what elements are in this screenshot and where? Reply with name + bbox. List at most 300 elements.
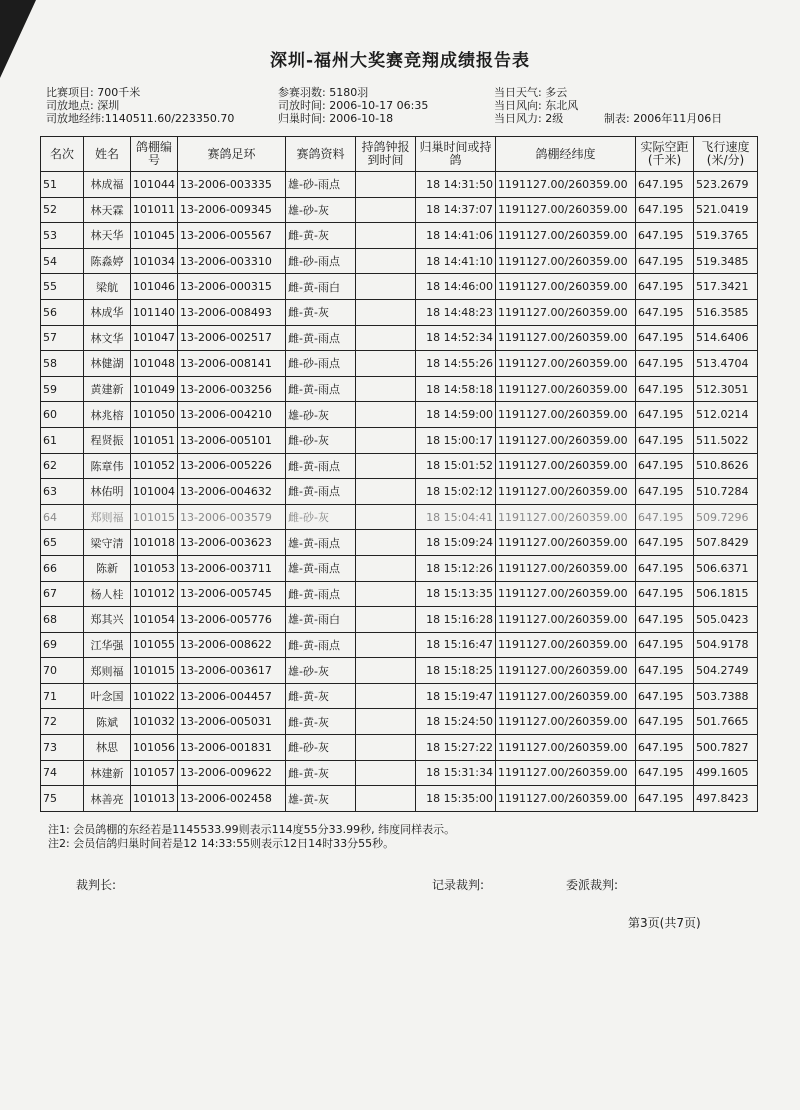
table-header-row <box>41 137 758 172</box>
cell-clock-time <box>356 172 416 198</box>
cell-name: 林成福 <box>84 172 131 198</box>
cell-clock-time <box>356 735 416 761</box>
cell-pigeon-info: 雄-砂-雨点 <box>286 172 356 198</box>
return-time-label: 归巢时间: 2006-10-18 <box>278 112 394 125</box>
record-referee-label: 记录裁判: <box>432 878 485 892</box>
cell-pigeon-info: 雌-砂-雨点 <box>286 248 356 274</box>
cell-rank: 73 <box>41 735 84 761</box>
cell-ring: 13-2006-004632 <box>178 479 286 505</box>
cell-return-time: 18 14:48:23 <box>416 299 496 325</box>
cell-clock-time <box>356 274 416 300</box>
cell-ring: 13-2006-003335 <box>178 172 286 198</box>
cell-loft-id: 101053 <box>131 555 178 581</box>
cell-pigeon-info: 雌-黄-灰 <box>286 683 356 709</box>
cell-loft-id: 101054 <box>131 607 178 633</box>
cell-ring: 13-2006-005745 <box>178 581 286 607</box>
cell-rank: 52 <box>41 197 84 223</box>
cell-return-time: 18 15:04:41 <box>416 504 496 530</box>
cell-distance: 647.195 <box>636 607 694 633</box>
cell-pigeon-info: 雄-黄-灰 <box>286 786 356 812</box>
cell-name: 程贤振 <box>84 427 131 453</box>
cell-speed: 512.0214 <box>694 402 758 428</box>
cell-loft-id: 101018 <box>131 530 178 556</box>
cell-distance: 647.195 <box>636 299 694 325</box>
wind-direction-label: 当日风向: 东北风 <box>494 99 579 112</box>
cell-pigeon-info: 雄-黄-雨点 <box>286 530 356 556</box>
cell-loft-id: 101032 <box>131 709 178 735</box>
cell-rank: 70 <box>41 658 84 684</box>
event-label: 比赛项目: 700千米 <box>46 86 141 99</box>
footnote-2: 注2: 会员信鸽归巢时间若是12 14:33:55则表示12日14时33分55秒。 <box>48 837 395 850</box>
cell-ring: 13-2006-008622 <box>178 632 286 658</box>
header-loft-id: 鸽棚编号 <box>131 137 178 172</box>
cell-ring: 13-2006-008493 <box>178 299 286 325</box>
cell-distance: 647.195 <box>636 658 694 684</box>
cell-speed: 504.9178 <box>694 632 758 658</box>
cell-distance: 647.195 <box>636 504 694 530</box>
cell-pigeon-info: 雌-黄-雨点 <box>286 581 356 607</box>
cell-speed: 514.6406 <box>694 325 758 351</box>
cell-coords: 1191127.00/260359.00 <box>496 530 636 556</box>
cell-loft-id: 101013 <box>131 786 178 812</box>
cell-pigeon-info: 雌-黄-雨点 <box>286 453 356 479</box>
cell-name: 林成华 <box>84 299 131 325</box>
table-row <box>41 530 758 556</box>
cell-rank: 74 <box>41 760 84 786</box>
cell-ring: 13-2006-000315 <box>178 274 286 300</box>
cell-loft-id: 101047 <box>131 325 178 351</box>
cell-pigeon-info: 雌-黄-雨白 <box>286 274 356 300</box>
cell-coords: 1191127.00/260359.00 <box>496 402 636 428</box>
cell-speed: 499.1605 <box>694 760 758 786</box>
cell-distance: 647.195 <box>636 223 694 249</box>
cell-clock-time <box>356 530 416 556</box>
cell-ring: 13-2006-002458 <box>178 786 286 812</box>
cell-distance: 647.195 <box>636 453 694 479</box>
cell-ring: 13-2006-009345 <box>178 197 286 223</box>
cell-name: 郑则福 <box>84 504 131 530</box>
cell-name: 郑其兴 <box>84 607 131 633</box>
cell-return-time: 18 15:01:52 <box>416 453 496 479</box>
cell-speed: 511.5022 <box>694 427 758 453</box>
cell-name: 林善亮 <box>84 786 131 812</box>
cell-speed: 519.3485 <box>694 248 758 274</box>
cell-speed: 519.3765 <box>694 223 758 249</box>
cell-speed: 506.6371 <box>694 555 758 581</box>
cell-name: 林天霖 <box>84 197 131 223</box>
cell-pigeon-info: 雌-砂-灰 <box>286 735 356 761</box>
header-speed: 飞行速度(米/分) <box>694 137 758 172</box>
cell-ring: 13-2006-003617 <box>178 658 286 684</box>
table-body <box>41 172 758 812</box>
cell-return-time: 18 15:16:28 <box>416 607 496 633</box>
cell-rank: 60 <box>41 402 84 428</box>
cell-coords: 1191127.00/260359.00 <box>496 299 636 325</box>
cell-name: 陈章伟 <box>84 453 131 479</box>
wind-force-label: 当日风力: 2级 <box>494 112 564 125</box>
race-info-row <box>46 99 766 112</box>
cell-rank: 61 <box>41 427 84 453</box>
cell-ring: 13-2006-003256 <box>178 376 286 402</box>
cell-loft-id: 101048 <box>131 351 178 377</box>
cell-loft-id: 101051 <box>131 427 178 453</box>
release-coords-label: 司放地经纬:1140511.60/223350.70 <box>46 112 235 125</box>
cell-distance: 647.195 <box>636 735 694 761</box>
cell-name: 梁守清 <box>84 530 131 556</box>
cell-ring: 13-2006-002517 <box>178 325 286 351</box>
cell-speed: 497.8423 <box>694 786 758 812</box>
cell-coords: 1191127.00/260359.00 <box>496 581 636 607</box>
cell-coords: 1191127.00/260359.00 <box>496 325 636 351</box>
cell-return-time: 18 15:35:00 <box>416 786 496 812</box>
table-row <box>41 760 758 786</box>
cell-ring: 13-2006-005031 <box>178 709 286 735</box>
cell-clock-time <box>356 427 416 453</box>
cell-rank: 51 <box>41 172 84 198</box>
cell-rank: 69 <box>41 632 84 658</box>
cell-return-time: 18 15:18:25 <box>416 658 496 684</box>
cell-coords: 1191127.00/260359.00 <box>496 658 636 684</box>
cell-pigeon-info: 雌-砂-灰 <box>286 427 356 453</box>
cell-coords: 1191127.00/260359.00 <box>496 197 636 223</box>
cell-coords: 1191127.00/260359.00 <box>496 453 636 479</box>
cell-clock-time <box>356 607 416 633</box>
cell-return-time: 18 15:31:34 <box>416 760 496 786</box>
cell-distance: 647.195 <box>636 555 694 581</box>
cell-return-time: 18 15:16:47 <box>416 632 496 658</box>
cell-return-time: 18 14:31:50 <box>416 172 496 198</box>
cell-distance: 647.195 <box>636 530 694 556</box>
cell-rank: 59 <box>41 376 84 402</box>
cell-loft-id: 101012 <box>131 581 178 607</box>
cell-clock-time <box>356 248 416 274</box>
table-row <box>41 453 758 479</box>
cell-speed: 521.0419 <box>694 197 758 223</box>
table-row <box>41 402 758 428</box>
made-date-label: 制表: 2006年11月06日 <box>604 112 723 125</box>
cell-clock-time <box>356 376 416 402</box>
cell-return-time: 18 15:13:35 <box>416 581 496 607</box>
cell-return-time: 18 15:12:26 <box>416 555 496 581</box>
cell-loft-id: 101015 <box>131 504 178 530</box>
header-clock-time: 持鸽钟报到时间 <box>356 137 416 172</box>
header-return-time: 归巢时间或持鸽 <box>416 137 496 172</box>
cell-clock-time <box>356 555 416 581</box>
cell-speed: 510.7284 <box>694 479 758 505</box>
table-row <box>41 299 758 325</box>
table-row <box>41 709 758 735</box>
cell-distance: 647.195 <box>636 376 694 402</box>
cell-pigeon-info: 雄-砂-灰 <box>286 658 356 684</box>
cell-clock-time <box>356 683 416 709</box>
cell-loft-id: 101011 <box>131 197 178 223</box>
cell-distance: 647.195 <box>636 683 694 709</box>
cell-return-time: 18 15:24:50 <box>416 709 496 735</box>
table-row <box>41 786 758 812</box>
cell-coords: 1191127.00/260359.00 <box>496 735 636 761</box>
table-row <box>41 683 758 709</box>
cell-speed: 503.7388 <box>694 683 758 709</box>
cell-distance: 647.195 <box>636 248 694 274</box>
cell-loft-id: 101049 <box>131 376 178 402</box>
cell-name: 林健湖 <box>84 351 131 377</box>
cell-rank: 58 <box>41 351 84 377</box>
cell-ring: 13-2006-005226 <box>178 453 286 479</box>
cell-speed: 504.2749 <box>694 658 758 684</box>
cell-ring: 13-2006-004457 <box>178 683 286 709</box>
release-time-label: 司放时间: 2006-10-17 06:35 <box>278 99 429 112</box>
cell-name: 陈新 <box>84 555 131 581</box>
cell-return-time: 18 14:52:34 <box>416 325 496 351</box>
cell-ring: 13-2006-003310 <box>178 248 286 274</box>
cell-coords: 1191127.00/260359.00 <box>496 376 636 402</box>
table-row <box>41 172 758 198</box>
cell-coords: 1191127.00/260359.00 <box>496 223 636 249</box>
cell-clock-time <box>356 325 416 351</box>
cell-ring: 13-2006-005776 <box>178 607 286 633</box>
cell-ring: 13-2006-005101 <box>178 427 286 453</box>
cell-pigeon-info: 雄-砂-灰 <box>286 197 356 223</box>
cell-distance: 647.195 <box>636 274 694 300</box>
cell-distance: 647.195 <box>636 479 694 505</box>
cell-loft-id: 101044 <box>131 172 178 198</box>
cell-return-time: 18 15:19:47 <box>416 683 496 709</box>
table-row <box>41 607 758 633</box>
cell-rank: 66 <box>41 555 84 581</box>
table-row <box>41 735 758 761</box>
cell-distance: 647.195 <box>636 581 694 607</box>
cell-clock-time <box>356 299 416 325</box>
cell-return-time: 18 15:09:24 <box>416 530 496 556</box>
race-info <box>46 86 766 125</box>
cell-name: 梁航 <box>84 274 131 300</box>
cell-rank: 56 <box>41 299 84 325</box>
cell-coords: 1191127.00/260359.00 <box>496 479 636 505</box>
header-rank: 名次 <box>41 137 84 172</box>
cell-pigeon-info: 雌-黄-雨点 <box>286 325 356 351</box>
footnote-1: 注1: 会员鸽棚的东经若是1145533.99则表示114度55分33.99秒, 纬度同样表示。 <box>48 823 456 836</box>
cell-ring: 13-2006-005567 <box>178 223 286 249</box>
assigned-referee-label: 委派裁判: <box>566 878 619 892</box>
entries-label: 参赛羽数: 5180羽 <box>278 86 369 99</box>
header-coords: 鸽棚经纬度 <box>496 137 636 172</box>
cell-clock-time <box>356 197 416 223</box>
race-info-row <box>46 86 766 99</box>
cell-name: 陈淼婷 <box>84 248 131 274</box>
cell-coords: 1191127.00/260359.00 <box>496 555 636 581</box>
cell-speed: 500.7827 <box>694 735 758 761</box>
cell-distance: 647.195 <box>636 325 694 351</box>
cell-rank: 71 <box>41 683 84 709</box>
cell-return-time: 18 14:46:00 <box>416 274 496 300</box>
cell-rank: 62 <box>41 453 84 479</box>
cell-distance: 647.195 <box>636 402 694 428</box>
cell-rank: 65 <box>41 530 84 556</box>
cell-loft-id: 101045 <box>131 223 178 249</box>
cell-rank: 75 <box>41 786 84 812</box>
cell-name: 林佑明 <box>84 479 131 505</box>
cell-coords: 1191127.00/260359.00 <box>496 760 636 786</box>
cell-clock-time <box>356 786 416 812</box>
cell-distance: 647.195 <box>636 632 694 658</box>
cell-coords: 1191127.00/260359.00 <box>496 274 636 300</box>
header-distance: 实际空距(千米) <box>636 137 694 172</box>
cell-return-time: 18 14:55:26 <box>416 351 496 377</box>
cell-loft-id: 101050 <box>131 402 178 428</box>
cell-clock-time <box>356 581 416 607</box>
table-row <box>41 376 758 402</box>
cell-pigeon-info: 雄-砂-灰 <box>286 402 356 428</box>
cell-rank: 64 <box>41 504 84 530</box>
cell-distance: 647.195 <box>636 351 694 377</box>
cell-loft-id: 101004 <box>131 479 178 505</box>
cell-speed: 513.4704 <box>694 351 758 377</box>
cell-distance: 647.195 <box>636 760 694 786</box>
cell-speed: 501.7665 <box>694 709 758 735</box>
cell-ring: 13-2006-003711 <box>178 555 286 581</box>
table-row <box>41 351 758 377</box>
cell-distance: 647.195 <box>636 197 694 223</box>
cell-pigeon-info: 雌-黄-灰 <box>286 709 356 735</box>
cell-speed: 516.3585 <box>694 299 758 325</box>
cell-clock-time <box>356 709 416 735</box>
cell-pigeon-info: 雌-黄-雨点 <box>286 479 356 505</box>
cell-loft-id: 101046 <box>131 274 178 300</box>
cell-return-time: 18 15:27:22 <box>416 735 496 761</box>
cell-pigeon-info: 雌-砂-灰 <box>286 504 356 530</box>
cell-coords: 1191127.00/260359.00 <box>496 709 636 735</box>
cell-name: 叶念国 <box>84 683 131 709</box>
page-title: 深圳-福州大奖赛竞翔成绩报告表 <box>269 51 531 71</box>
cell-pigeon-info: 雌-黄-灰 <box>286 223 356 249</box>
cell-speed: 517.3421 <box>694 274 758 300</box>
cell-distance: 647.195 <box>636 172 694 198</box>
cell-loft-id: 101022 <box>131 683 178 709</box>
cell-name: 林建新 <box>84 760 131 786</box>
cell-rank: 53 <box>41 223 84 249</box>
cell-clock-time <box>356 223 416 249</box>
cell-loft-id: 101057 <box>131 760 178 786</box>
cell-return-time: 18 15:00:17 <box>416 427 496 453</box>
cell-name: 郑则福 <box>84 658 131 684</box>
cell-clock-time <box>356 402 416 428</box>
table-row <box>41 658 758 684</box>
cell-rank: 63 <box>41 479 84 505</box>
cell-name: 陈斌 <box>84 709 131 735</box>
cell-return-time: 18 14:41:06 <box>416 223 496 249</box>
table-row <box>41 223 758 249</box>
cell-name: 林文华 <box>84 325 131 351</box>
release-site-label: 司放地点: 深圳 <box>46 99 120 112</box>
cell-return-time: 18 14:59:00 <box>416 402 496 428</box>
cell-name: 黄建新 <box>84 376 131 402</box>
results-table <box>40 136 758 812</box>
cell-rank: 67 <box>41 581 84 607</box>
cell-coords: 1191127.00/260359.00 <box>496 607 636 633</box>
table-row <box>41 248 758 274</box>
cell-name: 江华强 <box>84 632 131 658</box>
cell-coords: 1191127.00/260359.00 <box>496 427 636 453</box>
cell-speed: 507.8429 <box>694 530 758 556</box>
cell-rank: 54 <box>41 248 84 274</box>
cell-ring: 13-2006-003579 <box>178 504 286 530</box>
table-row <box>41 427 758 453</box>
cell-name: 林天华 <box>84 223 131 249</box>
table-row <box>41 479 758 505</box>
cell-name: 林思 <box>84 735 131 761</box>
cell-loft-id: 101055 <box>131 632 178 658</box>
cell-coords: 1191127.00/260359.00 <box>496 504 636 530</box>
cell-loft-id: 101140 <box>131 299 178 325</box>
race-info-row <box>46 112 766 125</box>
cell-clock-time <box>356 658 416 684</box>
cell-speed: 512.3051 <box>694 376 758 402</box>
cell-pigeon-info: 雌-黄-雨点 <box>286 632 356 658</box>
cell-rank: 57 <box>41 325 84 351</box>
cell-loft-id: 101056 <box>131 735 178 761</box>
cell-return-time: 18 15:02:12 <box>416 479 496 505</box>
cell-rank: 55 <box>41 274 84 300</box>
cell-distance: 647.195 <box>636 427 694 453</box>
cell-rank: 72 <box>41 709 84 735</box>
cell-ring: 13-2006-009622 <box>178 760 286 786</box>
table-row <box>41 197 758 223</box>
cell-pigeon-info: 雌-黄-雨点 <box>286 376 356 402</box>
header-pigeon-info: 赛鸽资料 <box>286 137 356 172</box>
cell-speed: 505.0423 <box>694 607 758 633</box>
cell-clock-time <box>356 351 416 377</box>
cell-pigeon-info: 雌-砂-雨点 <box>286 351 356 377</box>
cell-pigeon-info: 雌-黄-灰 <box>286 760 356 786</box>
cell-speed: 510.8626 <box>694 453 758 479</box>
cell-loft-id: 101034 <box>131 248 178 274</box>
header-name: 姓名 <box>84 137 131 172</box>
cell-loft-id: 101052 <box>131 453 178 479</box>
cell-clock-time <box>356 632 416 658</box>
cell-return-time: 18 14:41:10 <box>416 248 496 274</box>
cell-pigeon-info: 雄-黄-雨白 <box>286 607 356 633</box>
cell-ring: 13-2006-001831 <box>178 735 286 761</box>
cell-pigeon-info: 雄-黄-雨点 <box>286 555 356 581</box>
cell-coords: 1191127.00/260359.00 <box>496 351 636 377</box>
cell-pigeon-info: 雌-黄-灰 <box>286 299 356 325</box>
table-row <box>41 581 758 607</box>
cell-speed: 523.2679 <box>694 172 758 198</box>
table-row <box>41 274 758 300</box>
cell-name: 杨人桂 <box>84 581 131 607</box>
table-row <box>41 504 758 530</box>
cell-coords: 1191127.00/260359.00 <box>496 683 636 709</box>
cell-coords: 1191127.00/260359.00 <box>496 172 636 198</box>
cell-ring: 13-2006-008141 <box>178 351 286 377</box>
cell-clock-time <box>356 760 416 786</box>
chief-referee-label: 裁判长: <box>76 878 117 892</box>
cell-coords: 1191127.00/260359.00 <box>496 786 636 812</box>
cell-ring: 13-2006-004210 <box>178 402 286 428</box>
table-row <box>41 555 758 581</box>
cell-return-time: 18 14:58:18 <box>416 376 496 402</box>
page-number: 第3页(共7页) <box>628 916 701 930</box>
cell-speed: 509.7296 <box>694 504 758 530</box>
table-row <box>41 632 758 658</box>
cell-ring: 13-2006-003623 <box>178 530 286 556</box>
header-ring: 赛鸽足环 <box>178 137 286 172</box>
cell-distance: 647.195 <box>636 709 694 735</box>
cell-clock-time <box>356 479 416 505</box>
cell-clock-time <box>356 504 416 530</box>
weather-label: 当日天气: 多云 <box>494 86 568 99</box>
cell-coords: 1191127.00/260359.00 <box>496 248 636 274</box>
